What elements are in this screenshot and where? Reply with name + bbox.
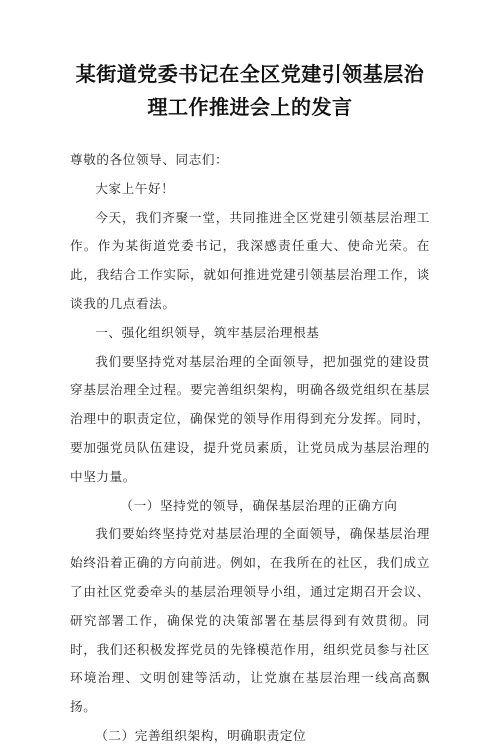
greeting: 大家上午好！ <box>95 180 175 196</box>
title-line-1: 某街道党委书记在全区党建引领基层治 <box>75 62 425 86</box>
salutation: 尊敬的各位领导、同志们： <box>70 152 229 167</box>
paragraph-subsection-1: 我们要始终坚持党对基层治理的全面领导，确保基层治理始终沿着正确的方向前进。例如，在我所在的社区，我们成立了由社区党委牵头的基层治理领导小组，通过定期召开会议、研究部署工作，确保党的决策部署在基层得到有效贯彻。同时，我们还积极发挥党员的先锋模范作用，组织党员参与社区环境治理、文明创建等活动，让党旗在基层治理一线高高飘扬。 <box>70 526 430 715</box>
subsection-heading-1: （一）坚持党的领导，确保基层治理的正确方向 <box>120 497 398 513</box>
paragraph-intro: 今天，我们齐聚一堂，共同推进全区党建引领基层治理工作。作为某街道党委书记，我深感责任重大、使命光荣。在此，我结合工作实际，就如何推进党建引领基层治理工作，谈谈我的几点看法。 <box>70 209 430 311</box>
section-heading-1: 一、强化组织领导，筑牢基层治理根基 <box>95 324 320 340</box>
document-title <box>70 58 430 124</box>
document-body <box>70 146 430 751</box>
paragraph-section-1: 我们要坚持党对基层治理的全面领导，把加强党的建设贯穿基层治理全过程。要完善组织架构，明确各级党组织在基层治理中的职责定位，确保党的领导作用得到充分发挥。同时，要加强党员队伍建设，提升党员素质，让党员成为基层治理的中坚力量。 <box>70 353 430 484</box>
subsection-heading-2: （二）完善组织架构，明确职责定位 <box>95 727 307 743</box>
title-line-2: 理工作推进会上的发言 <box>147 95 353 119</box>
